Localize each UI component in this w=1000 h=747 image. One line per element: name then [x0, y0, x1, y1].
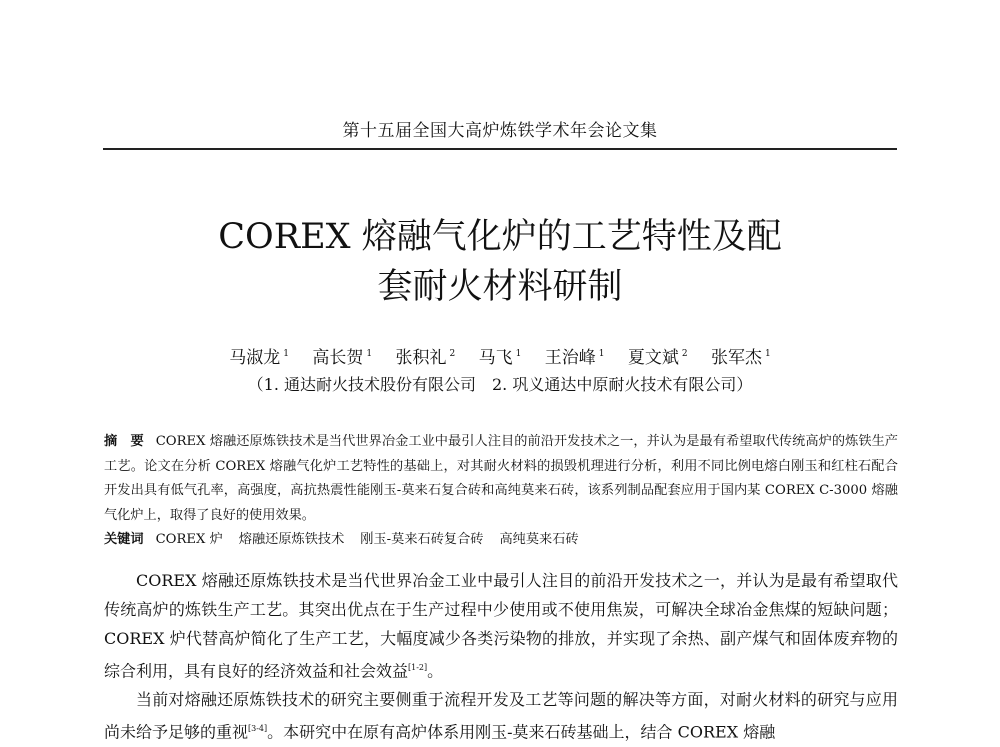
abstract: [104, 430, 898, 528]
affiliations: （1. 通达耐火技术股份有限公司 2. 巩义通达中原耐火技术有限公司）: [247, 375, 753, 394]
paper-title: [100, 212, 900, 312]
author: 张军杰 $^1$: [711, 348, 771, 368]
running-header: 第十五届全国大高炉炼铁学术年会论文集: [342, 121, 658, 141]
author: 夏文斌 $^2$: [627, 348, 688, 368]
abstract-label: 摘 要: [104, 434, 144, 449]
title-line-2: 套耐火材料研制: [377, 267, 623, 307]
author: 张积礼 $^2$: [395, 348, 456, 368]
header-rule: [103, 148, 897, 150]
paragraph-2: 当前对熔融还原炼铁技术的研究主要侧重于流程开发及工艺等问题的解决等方面，对耐火材料的研究与应用尚未给予足够的重视[3-4]。本研究中在原有高炉体系用刚玉-莫来石砖基础上，结合 COREX 熔融: [104, 690, 898, 742]
keyword: 熔融还原炼铁技术: [238, 532, 345, 547]
keyword: COREX 炉: [155, 532, 223, 547]
keyword: 高纯莫来石砖: [499, 532, 579, 547]
title-line-1: COREX 熔融气化炉的工艺特性及配: [218, 217, 782, 257]
body-text: [104, 566, 898, 747]
abstract-text: COREX 熔融还原炼铁技术是当代世界冶金工业中最引人注目的前沿开发技术之一，并认为是最有希望取代传统高炉的炼铁生产工艺。论文在分析 COREX 熔融气化炉工艺特性的基础上，对其耐火材料的损毁机理进行分析，利用不同比例电熔白刚玉和红柱石配合开发出具有低气孔率，高强度，高抗热震性能刚玉-莫来石复合砖和高纯莫来石砖，该系列制品配套应用于国内某 COREX C-3000 熔融气化炉上，取得了良好的使用效果。: [104, 434, 898, 523]
author-list: [100, 343, 900, 368]
author: 王治峰 $^1$: [544, 348, 605, 368]
citation: [3-4]: [248, 724, 268, 734]
author: 高长贺 $^1$: [312, 348, 373, 368]
keyword: 刚玉-莫来石砖复合砖: [360, 532, 484, 547]
citation: [1-2]: [408, 663, 428, 672]
author: 马飞 $^1$: [478, 348, 522, 368]
keywords-label: 关键词: [104, 532, 144, 547]
paragraph-1: COREX 熔融还原炼铁技术是当代世界冶金工业中最引人注目的前沿开发技术之一，并认为是最有希望取代传统高炉的炼铁生产工艺。其突出优点在于生产过程中少使用或不使用焦炭，可解决全球冶金焦煤的短缺问题；COREX 炉代替高炉简化了生产工艺，大幅度减少各类污染物的排放，并实现了余热、副产煤气和固体废弃物的综合利用，具有良好的经济效益和社会效益[1-2]。: [104, 571, 898, 681]
abstract-block: [104, 430, 898, 553]
author: 马淑龙 $^1$: [229, 348, 289, 368]
keywords: [104, 528, 898, 553]
